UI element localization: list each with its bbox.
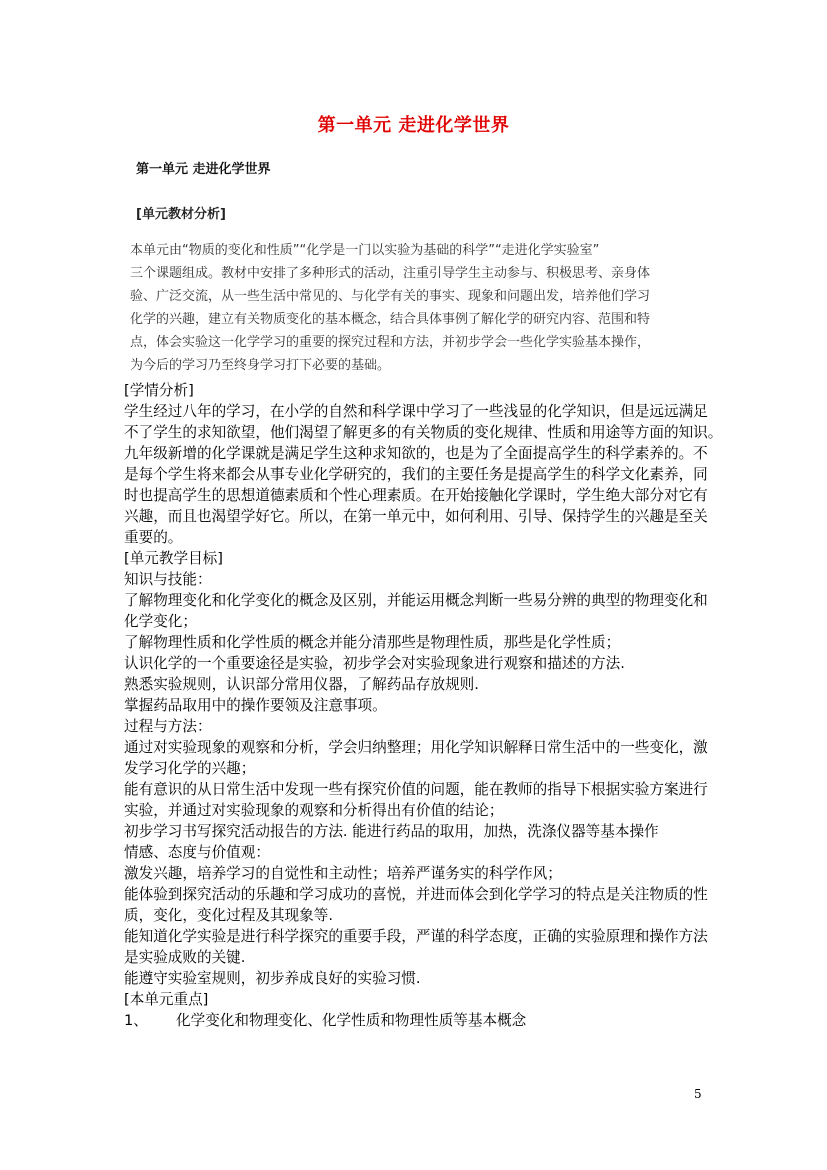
text-line: 能体验到探究活动的乐趣和学习成功的喜悦，并进而体会到化学学习的特点是关注物质的性 bbox=[124, 886, 708, 903]
text-line: 掌握药品取用中的操作要领及注意事项。 bbox=[124, 697, 387, 714]
item-number: 1、 bbox=[124, 1012, 148, 1029]
text-line: 兴趣，而且也渴望学好它。所以，在第一单元中，如何利用、引导、保持学生的兴趣是至关 bbox=[124, 508, 708, 525]
scanned-line: 三个课题组成。教材中安排了多种形式的活动，注重引导学生主动参与、积极思考、亲身体 bbox=[130, 266, 651, 281]
scanned-line: 验、广泛交流，从一些生活中常见的、与化学有关的事实、现象和问题出发，培养他们学习 bbox=[130, 289, 651, 304]
text-line: 学生经过八年的学习，在小学的自然和科学课中学习了一些浅显的化学知识，但是远远满足 bbox=[124, 403, 708, 420]
text-line: 是实验成败的关键. bbox=[124, 949, 246, 966]
scanned-line: 化学的兴趣，建立有关物质变化的基本概念，结合具体事例了解化学的研究内容、范围和特 bbox=[130, 312, 651, 327]
text-line: 了解物理变化和化学变化的概念及区别，并能运用概念判断一些易分辨的典型的物理变化和 bbox=[124, 592, 708, 609]
scanned-line: 为今后的学习乃至终身学习打下必要的基础。 bbox=[130, 358, 391, 373]
scanned-heading: 第一单元 走进化学世界 bbox=[136, 162, 271, 177]
text-line: 初步学习书写探究活动报告的方法. 能进行药品的取用，加热，洗涤仪器等基本操作 bbox=[124, 823, 659, 840]
text-line: 实验，并通过对实验现象的观察和分析得出有价值的结论； bbox=[124, 802, 504, 819]
subsection-heading: 过程与方法： bbox=[124, 718, 212, 735]
text-line: 不了学生的求知欲望，他们渴望了解更多的有关物质的变化规律、性质和用途等方面的知识。 bbox=[124, 424, 723, 441]
scanned-section bbox=[130, 158, 710, 377]
item-text: 化学变化和物理变化、化学性质和物理性质等基本概念 bbox=[176, 1012, 527, 1029]
scanned-subheading: [单元教材分析] bbox=[136, 207, 226, 222]
text-line: 激发兴趣，培养学习的自觉性和主动性；培养严谨务实的科学作风； bbox=[124, 865, 562, 882]
scanned-line: 本单元由“物质的变化和性质”“化学是一门以实验为基础的科学”“走进化学实验室” bbox=[130, 243, 600, 258]
text-line: 九年级新增的化学课就是满足学生这种求知欲的，也是为了全面提高学生的科学素养的。不 bbox=[124, 445, 708, 462]
section-heading: [单元教学目标] bbox=[124, 550, 223, 567]
scanned-paragraph bbox=[130, 239, 710, 377]
text-line: 能知道化学实验是进行科学探究的重要手段，严谨的科学态度，正确的实验原理和操作方法 bbox=[124, 928, 708, 945]
body-text bbox=[124, 380, 723, 1031]
page-number: 5 bbox=[694, 1087, 702, 1101]
text-line: 时也提高学生的思想道德素质和个性心理素质。在开始接触化学课时，学生绝大部分对它有 bbox=[124, 487, 708, 504]
section-heading: [学情分析] bbox=[124, 382, 194, 399]
text-line: 能有意识的从日常生活中发现一些有探究价值的问题，能在教师的指导下根据实验方案进行 bbox=[124, 781, 708, 798]
text-line: 重要的。 bbox=[124, 529, 183, 546]
text-line: 熟悉实验规则，认识部分常用仪器，了解药品存放规则. bbox=[124, 676, 479, 693]
numbered-item bbox=[124, 1010, 714, 1031]
page-title: 第一单元 走进化学世界 bbox=[317, 115, 510, 136]
text-line: 能遵守实验室规则，初步养成良好的实验习惯. bbox=[124, 970, 421, 987]
subsection-heading: 情感、态度与价值观： bbox=[124, 844, 270, 861]
text-line: 质，变化，变化过程及其现象等. bbox=[124, 907, 333, 924]
subsection-heading: 知识与技能： bbox=[124, 571, 212, 588]
section-heading: [本单元重点] bbox=[124, 991, 209, 1008]
text-line: 是每个学生将来都会从事专业化学研究的，我们的主要任务是提高学生的科学文化素养，同 bbox=[124, 466, 708, 483]
text-line: 了解物理性质和化学性质的概念并能分清那些是物理性质，那些是化学性质； bbox=[124, 634, 621, 651]
text-line: 认识化学的一个重要途径是实验，初步学会对实验现象进行观察和描述的方法. bbox=[124, 655, 625, 672]
text-line: 通过对实验现象的观察和分析，学会归纳整理；用化学知识解释日常生活中的一些变化，激 bbox=[124, 739, 708, 756]
text-line: 化学变化； bbox=[124, 613, 197, 630]
scanned-line: 点，体会实验这一化学学习的重要的探究过程和方法，并初步学会一些化学实验基本操作， bbox=[130, 335, 651, 350]
text-line: 发学习化学的兴趣； bbox=[124, 760, 256, 777]
